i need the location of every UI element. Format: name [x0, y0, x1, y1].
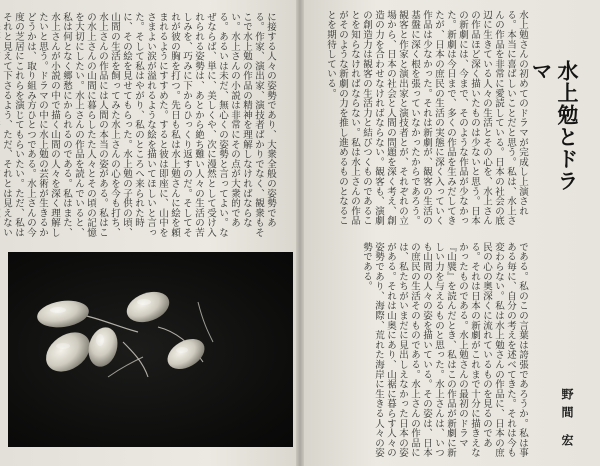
book-gutter: [296, 0, 304, 466]
cocoons-photo: [8, 252, 293, 447]
right-page-text-bottom: である。私のこの言葉は誇張であろうか。私は事ある毎に、自分の考えを述べてきた。それは今も変わらない。私は水上勉さんの作品に、日本の庶民の心の奥深くに流れているものを見るのである。それは日本の新劇がこれまで十分に描きえなかったものである。水上勉さんの最初のドラマ『山襞』を読んだとき、私はこの作品が新劇に新しい力を与えるものと思った。水上さんは、いつも山間の人々の姿を描いている。その姿は、日本の庶民の生活そのものである。水上さんの作品には、私たちがいまだに見出しえなかった日本の姿がある。それは山奥にあり、山裾に暮らす人々の姿勢であり、海際、荒れた海岸に生きる人々の姿勢である。: [361, 242, 528, 458]
cocoons-image: [8, 252, 293, 447]
left-page-text: に接する人々の姿勢であり、大衆全般の姿勢である。作家、演出家、演技者ばかりでなく、観衆もそこで水上勉の作品の精神を理解しなければならない。水上さんの小説は非常にその点が大衆的である。あるいは未だ、無心くの姿勢と言ってよい。なぜならば、単に、美しくや、次に漫然として受け入れられる姿勢は、あとから絶ち難い人々の生活の苦しみを、巧みに下からひっくり返すのだ。そしてそれが彼の胸を打つ。先日も私は水上勉さんに絵を頼まれるようにすすめた。すると彼は即座に、山中をさまよい涙が溢れるような絵を描いてほしいと言った。そして私はやがり、私のところへ来られた時に、その絵を見せてもらった。水上勉の子供の頃、山間の生活を飼ってみた水上さんの心を今も打ち、水上さんの作品には人間の本当の姿がある。私はこの水上さんの山間に暮らしたた人々とその頃の記憶を大切にしたい。水上さんの作品を読んでいると、私は何となく郷愁にかられるのである。私はまた、水上さんが小説の中で描く山間の人々を深く理解したいと思う。ドラマの中に水上勉の芸術が生きるかどうかは、取り組み方ひとつである。水上さんの今度の芝居にこれらを演じてもらいたい。ただ、私はそれと見えて下さるよう、ただ、それとは見えない: [1, 12, 276, 238]
column-divider: [318, 234, 528, 235]
article-title: 水上勉とドラマ: [529, 60, 579, 192]
article-author: 野間 宏: [560, 388, 574, 453]
right-page-text-top: 水上勉さんの初めてのドラマが完成し上演される。本当に喜ばしいことだと思う。私は、水上さんの作品を非常に愛読している。日本の社会の底辺に生きている人々の生活とその心を、水上さんの作品ほど深く描いたものは少ないと思う。日本の新劇には、今まで、そのような作品が少なかった。新劇は今日まで、多くの作品を生みだしてきたが、日本の庶民の生活の実態に深く入っていく作品は少なかった。それは新劇が、観客の生活の基盤に深く根を張っていなかったからであろう。観客と作家と演出家と演技者とが、それぞれの立場から、日本の社会と人間の問題を深く考え、創造の力を合わせなければならない。観客も、演劇の創造力は観客の生活力と結びつくものであることを知らなければならない。私は水上さんの作品がそのような新劇の力を推し進めるものとなることを期待している。: [325, 10, 528, 226]
